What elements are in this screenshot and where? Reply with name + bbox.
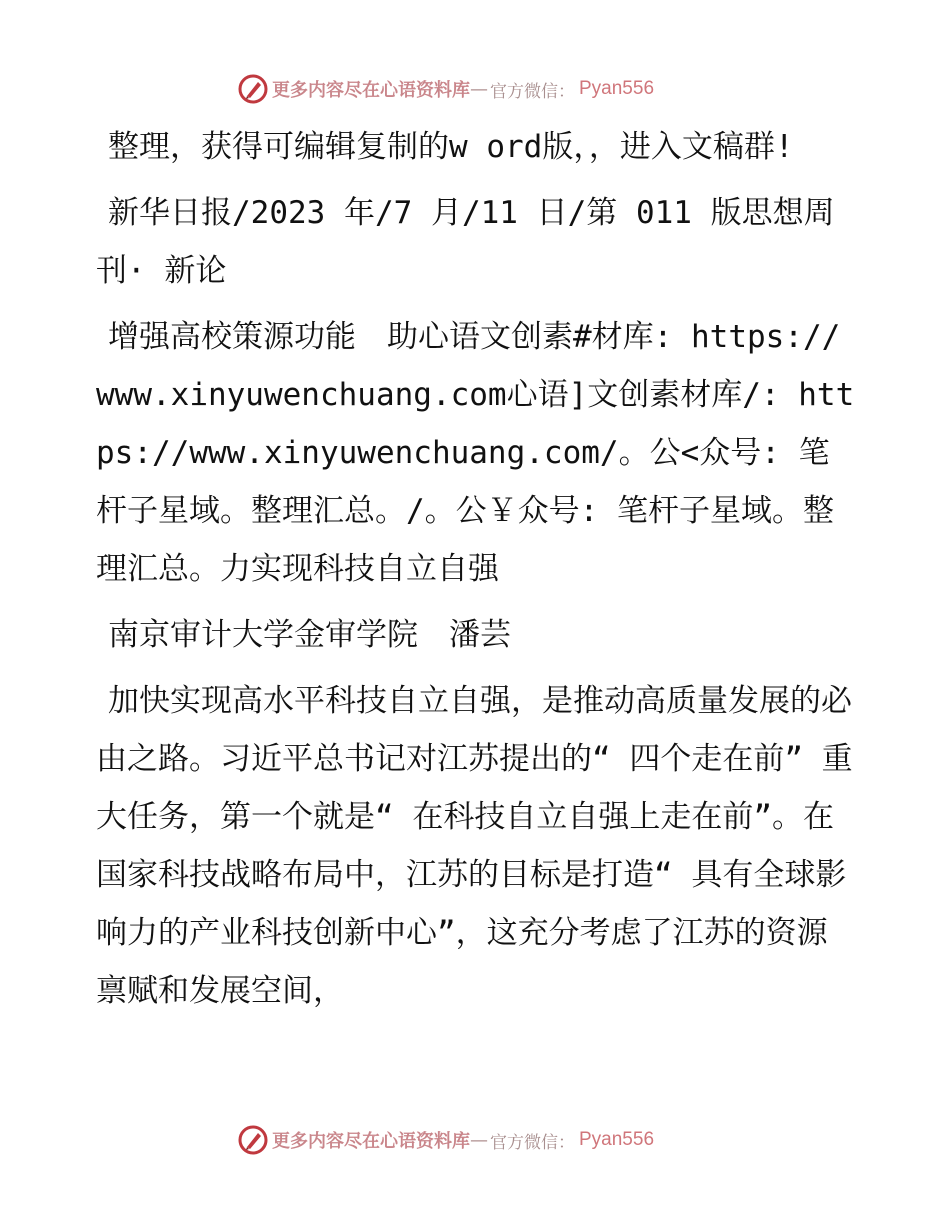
paragraph-source: 新华日报/2023 年/7 月/11 日/第 011 版思想周刊· 新论	[96, 195, 835, 289]
paragraph-author: 南京审计大学金审学院 潘芸	[108, 617, 511, 653]
document-body	[96, 118, 856, 1028]
banner-separator: —	[470, 78, 488, 100]
pen-logo-icon	[238, 74, 268, 104]
banner-wechat-id: Pyan556	[579, 78, 655, 99]
header-banner	[238, 72, 718, 106]
paragraph-title: 增强高校策源功能 助心语文创素#材库: https://www.xinyuwenchuang.com心语]文创素材库/: https://www.xinyuwenchuang.com/。公<众号: 笔杆子星域。整理汇总。/。公￥众号: 笔杆子星域。整理汇总。力实现科技自立自强	[96, 319, 855, 587]
paragraph-intro: 整理，获得可编辑复制的w ord版，，进入文稿群!	[108, 129, 794, 165]
banner-wechat-id: Pyan556	[579, 1129, 655, 1150]
banner-separator: —	[470, 1129, 488, 1151]
banner-wechat-label: 官方微信：	[490, 1132, 575, 1153]
banner-wechat-label: 官方微信：	[490, 81, 575, 102]
banner-ad-text: 更多内容尽在心语资料库	[272, 80, 470, 101]
pen-logo-icon	[238, 1125, 268, 1155]
footer-banner	[238, 1123, 718, 1157]
paragraph-body: 加快实现高水平科技自立自强，是推动高质量发展的必由之路。习近平总书记对江苏提出的“ 四个走在前” 重大任务，第一个就是“ 在科技自立自强上走在前”。在国家科技战略布局中，江苏的目标是打造“ 具有全球影响力的产业科技创新中心”，这充分考虑了江苏的资源禀赋和发展空间，	[96, 683, 853, 1009]
banner-ad-text: 更多内容尽在心语资料库	[272, 1131, 470, 1152]
